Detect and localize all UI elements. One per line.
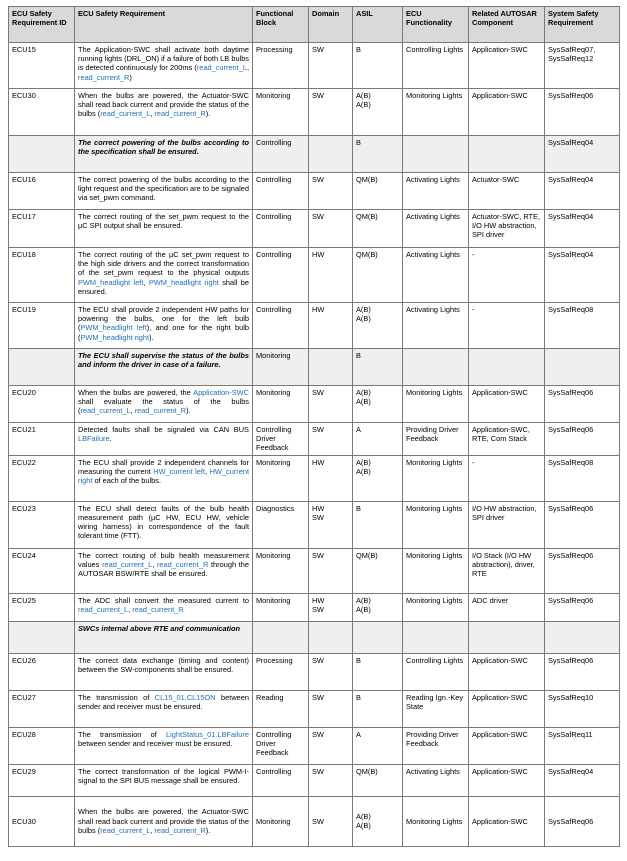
cell-functional-block: Controlling [253, 136, 309, 173]
requirement-text: The Application-SWC shall activate both daytime running lights (DRL_ON) if a failure of both LB bulbs is detected continuously for 200ms ( [78, 45, 249, 73]
signal-link[interactable]: HW_current left [153, 466, 206, 476]
cell-system-requirement: SysSafReq06 [545, 796, 620, 846]
cell-autosar-component: Actuator-SWC [469, 173, 545, 210]
cell-domain: HW [309, 455, 353, 501]
cell-autosar-component: Application-SWC [469, 727, 545, 764]
cell-system-requirement: SysSafReq08 [545, 455, 620, 501]
signal-link[interactable]: read_current_L [78, 604, 129, 614]
table-header-row [9, 7, 620, 43]
cell-requirement [75, 690, 253, 727]
cell-id: ECU29 [9, 764, 75, 796]
cell-asil: A [353, 727, 403, 764]
cell-functional-block: Controlling Driver Feedback [253, 727, 309, 764]
cell-autosar-component: - [469, 248, 545, 303]
cell-autosar-component: - [469, 303, 545, 349]
signal-link[interactable]: read_current_L [196, 63, 247, 73]
cell-requirement [75, 764, 253, 796]
cell-id [9, 349, 75, 386]
section-row [9, 136, 620, 173]
cell-domain: HW [309, 248, 353, 303]
cell-requirement [75, 593, 253, 621]
cell-domain: SW [309, 89, 353, 136]
requirement-text: , [152, 559, 157, 569]
cell-system-requirement: SysSafReq06 [545, 593, 620, 621]
signal-link[interactable]: PWM_headlight right [148, 277, 219, 287]
cell-autosar-component: ADC driver [469, 593, 545, 621]
table-row [9, 690, 620, 727]
table-row [9, 764, 620, 796]
cell-ecu-functionality: Activating Lights [403, 764, 469, 796]
cell-system-requirement [545, 349, 620, 386]
requirement-text: When the bulbs are powered, the [78, 388, 194, 397]
requirement-text: The transmission of [78, 729, 166, 739]
cell-id: ECU27 [9, 690, 75, 727]
requirement-text: The correct powering of the bulbs according to the specification shall be ensured. [78, 138, 249, 157]
signal-link[interactable]: read_current_R [154, 109, 206, 119]
section-row [9, 349, 620, 386]
signal-link[interactable]: read_current_R [78, 72, 130, 82]
requirement-text: The ECU shall detect faults of the bulb health measurement path (µC HW, ECU HW, vehicle wiring harness) in correspondence of the fault tolerant time (FTT). [78, 503, 249, 541]
signal-link[interactable]: read_current_L [80, 406, 131, 416]
cell-system-requirement: SysSafReq04 [545, 173, 620, 210]
requirement-text: The correct routing of bulb health measurement values [78, 550, 249, 569]
cell-asil: B [353, 653, 403, 690]
cell-domain: SW [309, 653, 353, 690]
cell-domain: SW [309, 210, 353, 248]
cell-ecu-functionality [403, 349, 469, 386]
cell-asil: A(B) A(B) [353, 303, 403, 349]
requirement-text: , [150, 825, 155, 835]
cell-id: ECU28 [9, 727, 75, 764]
cell-autosar-component [469, 136, 545, 173]
cell-domain: HW SW [309, 501, 353, 548]
requirement-text: The ECU shall supervise the status of the bulbs and inform the driver in case of a failure. [78, 351, 249, 370]
cell-domain: SW [309, 43, 353, 89]
cell-system-requirement [545, 621, 620, 653]
cell-requirement [75, 501, 253, 548]
col-header-id: ECU Safety Requirement ID [9, 7, 75, 43]
cell-ecu-functionality: Providing Driver Feedback [403, 727, 469, 764]
signal-link[interactable]: LBFailure [78, 434, 110, 444]
requirement-text: The correct routing of the µC set_pwm request to the high side drivers and the correct transformation of the set_pwm request to the physical outputs [78, 250, 249, 278]
col-header-asil: ASIL [353, 7, 403, 43]
requirement-text: ). [205, 109, 211, 119]
requirement-text: ). [186, 406, 191, 416]
cell-ecu-functionality: Monitoring Lights [403, 455, 469, 501]
cell-domain: SW [309, 548, 353, 593]
cell-ecu-functionality: Monitoring Lights [403, 548, 469, 593]
cell-autosar-component [469, 349, 545, 386]
cell-functional-block: Monitoring [253, 89, 309, 136]
cell-domain: SW [309, 727, 353, 764]
cell-autosar-component: Application-SWC [469, 89, 545, 136]
cell-domain: SW [309, 764, 353, 796]
cell-system-requirement: SysSafReq06 [545, 653, 620, 690]
cell-ecu-functionality: Monitoring Lights [403, 89, 469, 136]
requirement-text: The correct data exchange (timing and content) between the SW-components shall be ensured. [78, 655, 249, 674]
cell-asil [353, 621, 403, 653]
cell-requirement [75, 303, 253, 349]
cell-asil: A(B) A(B) [353, 796, 403, 846]
table-row [9, 89, 620, 136]
cell-id: ECU26 [9, 653, 75, 690]
cell-ecu-functionality: Controlling Lights [403, 43, 469, 89]
col-header-autosar-component: Related AUTOSAR Component [469, 7, 545, 43]
cell-domain: SW [309, 796, 353, 846]
cell-functional-block: Monitoring [253, 548, 309, 593]
requirement-text: The ADC shall convert the measured current to [78, 595, 249, 605]
table-row [9, 796, 620, 846]
cell-system-requirement: SysSafReq06 [545, 386, 620, 423]
requirement-text: between sender and receiver must be ensured. [78, 738, 233, 748]
cell-ecu-functionality: Reading Ign.-Key State [403, 690, 469, 727]
cell-functional-block: Monitoring [253, 455, 309, 501]
cell-functional-block: Reading [253, 690, 309, 727]
requirement-text: through the AUTOSAR BSW/RTE shall be ensured. [78, 559, 250, 579]
requirement-text: The transmission of [78, 692, 155, 702]
cell-id: ECU17 [9, 210, 75, 248]
cell-domain: SW [309, 386, 353, 423]
cell-autosar-component: I/O Stack (I/O HW abstraction), driver, RTE [469, 548, 545, 593]
cell-functional-block: Controlling [253, 248, 309, 303]
table-row [9, 455, 620, 501]
section-row [9, 621, 620, 653]
table-row [9, 501, 620, 548]
requirement-text: ). [205, 825, 211, 835]
col-header-system-requirement: System Safety Requirement [545, 7, 620, 43]
col-header-functional-block: Functional Block [253, 7, 309, 43]
cell-functional-block: Monitoring [253, 796, 309, 846]
cell-ecu-functionality: Activating Lights [403, 173, 469, 210]
cell-requirement [75, 621, 253, 653]
cell-system-requirement: SysSafReq06 [545, 548, 620, 593]
cell-domain: SW [309, 690, 353, 727]
cell-system-requirement: SysSafReq08 [545, 303, 620, 349]
cell-asil: QM(B) [353, 248, 403, 303]
cell-functional-block: Controlling Driver Feedback [253, 423, 309, 456]
cell-ecu-functionality: Monitoring Lights [403, 593, 469, 621]
table-row [9, 386, 620, 423]
requirement-text: , [205, 466, 210, 476]
cell-asil: B [353, 690, 403, 727]
cell-id: ECU25 [9, 593, 75, 621]
requirement-text: , [128, 604, 133, 614]
cell-ecu-functionality [403, 621, 469, 653]
cell-functional-block: Processing [253, 653, 309, 690]
cell-ecu-functionality: Providing Driver Feedback [403, 423, 469, 456]
cell-asil: QM(B) [353, 173, 403, 210]
cell-asil: A(B) A(B) [353, 89, 403, 136]
cell-system-requirement: SysSafReq06 [545, 423, 620, 456]
cell-ecu-functionality: Activating Lights [403, 248, 469, 303]
cell-functional-block: Diagnostics [253, 501, 309, 548]
cell-id: ECU30 [9, 89, 75, 136]
cell-functional-block: Monitoring [253, 349, 309, 386]
cell-autosar-component: Application-SWC, RTE, Com Stack [469, 423, 545, 456]
requirement-text: . [109, 434, 112, 444]
requirement-text: The ECU shall provide 2 independent HW paths for powering the bulbs, one for the left bulb ( [78, 305, 249, 333]
cell-requirement [75, 727, 253, 764]
cell-id: ECU20 [9, 386, 75, 423]
cell-requirement [75, 43, 253, 89]
cell-requirement [75, 248, 253, 303]
cell-domain: SW [309, 173, 353, 210]
cell-id: ECU18 [9, 248, 75, 303]
requirement-text: shall be ensured. [78, 277, 250, 296]
cell-asil: B [353, 349, 403, 386]
cell-system-requirement: SysSafReq04 [545, 210, 620, 248]
signal-link[interactable]: CL15_01.CL15ON [154, 692, 216, 702]
safety-requirements-table [8, 6, 620, 847]
cell-domain [309, 136, 353, 173]
cell-ecu-functionality: Controlling Lights [403, 653, 469, 690]
cell-domain: HW [309, 303, 353, 349]
signal-link[interactable]: PWM_headlight left [80, 323, 147, 333]
cell-autosar-component: - [469, 455, 545, 501]
cell-requirement [75, 210, 253, 248]
cell-id: ECU22 [9, 455, 75, 501]
cell-autosar-component: Application-SWC [469, 43, 545, 89]
cell-asil: B [353, 43, 403, 89]
cell-system-requirement: SysSafReq04 [545, 248, 620, 303]
requirement-text: The correct powering of the bulbs according to the light request and the specification are to be signaled via set_pwm command. [78, 175, 249, 203]
table-row [9, 423, 620, 456]
signal-link[interactable]: HW_current right [78, 466, 250, 486]
cell-functional-block [253, 621, 309, 653]
cell-domain [309, 621, 353, 653]
requirement-text: of each of the bulbs. [92, 476, 162, 486]
cell-system-requirement: SysSafReq10 [545, 690, 620, 727]
cell-id: ECU16 [9, 173, 75, 210]
requirement-text: , [130, 406, 135, 416]
requirement-text: between sender and receiver must be ensured. [78, 692, 249, 711]
table-row [9, 303, 620, 349]
cell-asil: B [353, 136, 403, 173]
cell-requirement [75, 386, 253, 423]
cell-functional-block: Controlling [253, 303, 309, 349]
cell-ecu-functionality: Monitoring Lights [403, 796, 469, 846]
cell-ecu-functionality: Monitoring Lights [403, 501, 469, 548]
table-row [9, 727, 620, 764]
cell-autosar-component: Application-SWC [469, 653, 545, 690]
signal-link[interactable]: read_current_L [100, 825, 151, 835]
cell-functional-block: Controlling [253, 210, 309, 248]
cell-asil: QM(B) [353, 548, 403, 593]
cell-asil: A [353, 423, 403, 456]
cell-system-requirement: SysSafReq07, SysSafReq12 [545, 43, 620, 89]
cell-requirement [75, 173, 253, 210]
cell-id: ECU24 [9, 548, 75, 593]
requirement-text: Detected faults shall be signaled via CAN BUS [78, 425, 249, 434]
requirement-text: The correct routing of the set_pwm request to the µC SPI output shall be ensured. [78, 212, 249, 231]
cell-domain: HW SW [309, 593, 353, 621]
cell-autosar-component: Application-SWC [469, 386, 545, 423]
cell-system-requirement: SysSafReq04 [545, 764, 620, 796]
cell-autosar-component: Application-SWC [469, 796, 545, 846]
cell-ecu-functionality [403, 136, 469, 173]
col-header-domain: Domain [309, 7, 353, 43]
signal-link[interactable]: read_current_R [134, 406, 187, 416]
table-row [9, 653, 620, 690]
requirement-text: , [143, 277, 149, 287]
table-row [9, 210, 620, 248]
signal-link[interactable]: LightStatus_01.LBFailure [166, 729, 249, 739]
cell-autosar-component: I/O HW abstraction, SPI driver [469, 501, 545, 548]
signal-link[interactable]: PWM_headlight right [80, 332, 150, 342]
signal-link[interactable]: PWM_headlight left [78, 277, 144, 287]
col-header-ecu-functionality: ECU Functionality [403, 7, 469, 43]
signal-link[interactable]: read_current_R [132, 604, 184, 614]
requirement-text: SWCs internal above RTE and communication [78, 623, 241, 633]
cell-asil: B [353, 501, 403, 548]
cell-domain [309, 349, 353, 386]
cell-ecu-functionality: Monitoring Lights [403, 386, 469, 423]
signal-link[interactable]: read_current_R [156, 559, 209, 569]
cell-requirement [75, 136, 253, 173]
signal-link[interactable]: read_current_L [102, 559, 153, 569]
cell-requirement [75, 89, 253, 136]
cell-domain: SW [309, 423, 353, 456]
cell-id: ECU21 [9, 423, 75, 456]
cell-id: ECU15 [9, 43, 75, 89]
requirement-text: When the bulbs are powered, the Actuator-SWC shall read back current and provide the status of the bulbs ( [78, 91, 249, 119]
signal-link[interactable]: read_current_L [100, 109, 151, 119]
table-row [9, 43, 620, 89]
cell-id: ECU23 [9, 501, 75, 548]
cell-functional-block: Controlling [253, 173, 309, 210]
table-row [9, 248, 620, 303]
signal-link[interactable]: Application-SWC [193, 388, 249, 397]
table-row [9, 173, 620, 210]
cell-functional-block: Processing [253, 43, 309, 89]
cell-asil: A(B) A(B) [353, 386, 403, 423]
cell-asil: QM(B) [353, 210, 403, 248]
requirement-text: , [150, 109, 155, 119]
cell-requirement [75, 455, 253, 501]
cell-id [9, 621, 75, 653]
cell-autosar-component [469, 621, 545, 653]
requirement-text: The ECU shall provide 2 independent channels for measuring the current [78, 457, 249, 476]
requirement-text: The correct transformation of the logical PWM-I-signal to the SPI BUS message shall be ensured. [78, 766, 249, 785]
col-header-requirement: ECU Safety Requirement [75, 7, 253, 43]
cell-id [9, 136, 75, 173]
cell-requirement [75, 653, 253, 690]
requirement-text: ). [149, 332, 154, 342]
cell-autosar-component: Application-SWC [469, 690, 545, 727]
cell-asil: A(B) A(B) [353, 455, 403, 501]
cell-system-requirement: SysSafReq04 [545, 136, 620, 173]
cell-requirement [75, 423, 253, 456]
signal-link[interactable]: read_current_R [154, 825, 206, 835]
cell-requirement [75, 349, 253, 386]
requirement-text: ) [129, 72, 132, 82]
cell-autosar-component: Actuator-SWC, RTE, I/O HW abstraction, SPI driver [469, 210, 545, 248]
cell-functional-block: Controlling [253, 764, 309, 796]
cell-ecu-functionality: Activating Lights [403, 210, 469, 248]
cell-ecu-functionality: Activating Lights [403, 303, 469, 349]
cell-id: ECU19 [9, 303, 75, 349]
requirement-text: , [246, 63, 249, 73]
table-row [9, 548, 620, 593]
requirement-text: ), and one for the right bulb ( [78, 323, 249, 342]
cell-functional-block: Monitoring [253, 386, 309, 423]
cell-id: ECU30 [9, 796, 75, 846]
cell-requirement [75, 548, 253, 593]
cell-asil: QM(B) [353, 764, 403, 796]
cell-system-requirement: SysSafReq11 [545, 727, 620, 764]
cell-system-requirement: SysSafReq06 [545, 501, 620, 548]
table-row [9, 593, 620, 621]
cell-autosar-component: Application-SWC [469, 764, 545, 796]
requirement-text: When the bulbs are powered, the Actuator-SWC shall read back current and provide the status of the bulbs ( [78, 807, 249, 835]
cell-functional-block: Monitoring [253, 593, 309, 621]
cell-asil: A(B) A(B) [353, 593, 403, 621]
cell-requirement [75, 796, 253, 846]
cell-system-requirement: SysSafReq06 [545, 89, 620, 136]
requirement-text: shall evaluate the status of the bulbs ( [78, 397, 249, 416]
